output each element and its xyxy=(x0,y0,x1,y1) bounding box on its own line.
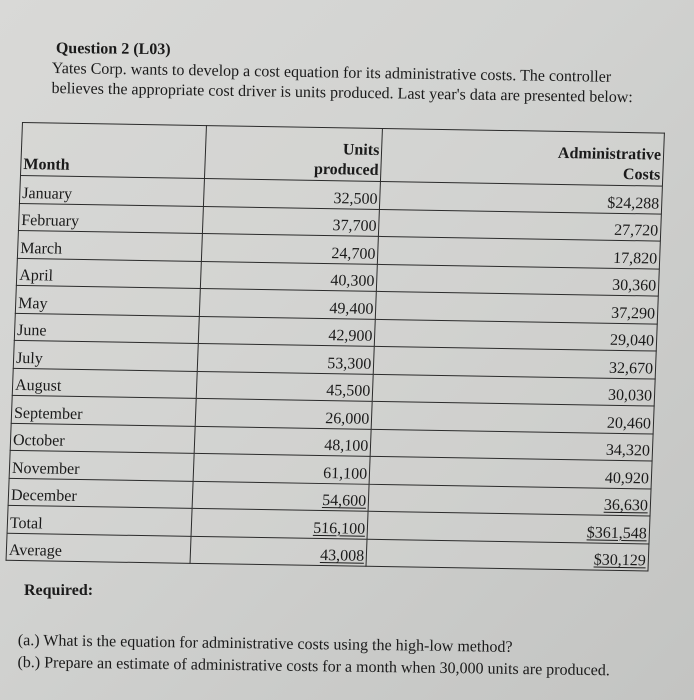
cell-units: 24,700 xyxy=(202,234,379,264)
cell-total-label: Total xyxy=(7,505,192,536)
question-body-line-2: believes the appropriate cost driver is units produced. Last year's data are presented below: xyxy=(51,79,633,107)
cell-units: 48,100 xyxy=(194,426,371,456)
cell-cost: 34,320 xyxy=(370,429,653,461)
cell-month: April xyxy=(16,258,201,289)
cell-month: January xyxy=(19,175,204,206)
cost-data-table-wrapper xyxy=(6,122,667,571)
cell-cost: $24,288 xyxy=(380,181,663,213)
cell-month: October xyxy=(10,423,195,454)
units-underlined: 54,600 xyxy=(321,492,367,510)
cell-month: September xyxy=(11,395,196,426)
cell-units: 61,100 xyxy=(193,453,370,483)
cell-units: 26,000 xyxy=(195,398,372,428)
cell-units: 32,500 xyxy=(204,179,381,209)
cell-month: February xyxy=(18,203,203,234)
header-administrative-costs xyxy=(381,128,665,186)
required-list xyxy=(17,630,610,682)
cell-cost: 20,460 xyxy=(371,401,654,433)
header-units-line-1: Units xyxy=(342,141,380,159)
cell-month: December xyxy=(8,478,193,509)
cell-cost: 40,920 xyxy=(369,456,652,488)
required-heading: Required: xyxy=(24,582,94,599)
cost-underlined: 36,630 xyxy=(603,496,649,515)
cell-month: March xyxy=(17,230,202,261)
header-cost-line-2: Costs xyxy=(622,165,661,184)
cell-cost: 37,290 xyxy=(376,291,659,323)
cell-cost: 27,720 xyxy=(379,209,662,241)
question-title: Question 2 (L03) xyxy=(55,40,171,59)
cell-cost: 30,360 xyxy=(377,264,660,296)
cell-month: June xyxy=(14,313,199,344)
cell-average-cost xyxy=(366,539,649,571)
cell-units: 45,500 xyxy=(196,371,373,401)
question-body xyxy=(51,59,652,108)
cell-cost: 32,670 xyxy=(373,346,656,378)
cell-cost: 29,040 xyxy=(374,319,657,351)
header-units-produced xyxy=(205,126,383,182)
cell-units: 42,900 xyxy=(198,316,375,346)
question-body-line-1: Yates Corp. wants to develop a cost equation for its administrative costs. The controller xyxy=(51,59,612,86)
cell-month: May xyxy=(15,285,200,316)
cell-average-units xyxy=(190,536,367,566)
header-units-line-2: produced xyxy=(313,160,379,179)
total-units-value: 516,100 xyxy=(312,519,366,538)
cell-units: 53,300 xyxy=(197,343,374,373)
average-cost-value: $30,129 xyxy=(593,551,647,570)
cell-units xyxy=(192,481,369,511)
cell-cost: 17,820 xyxy=(378,236,661,268)
cost-data-table xyxy=(6,122,665,571)
required-item-b: (b.) Prepare an estimate of administrative costs for a month when 30,000 units are produced. xyxy=(17,653,610,680)
total-cost-value: $361,548 xyxy=(586,523,648,542)
cell-units: 49,400 xyxy=(199,288,376,318)
required-item-a: (a.) What is the equation for administrative costs using the high-low method? xyxy=(17,631,513,656)
cell-month: November xyxy=(9,450,194,481)
cell-units: 37,700 xyxy=(203,206,380,236)
cell-month: July xyxy=(13,340,198,371)
header-cost-line-1: Administrative xyxy=(557,144,662,164)
average-units-value: 43,008 xyxy=(319,547,365,565)
cell-average-label: Average xyxy=(6,533,191,564)
cell-cost: 30,030 xyxy=(372,374,655,406)
cell-units: 40,300 xyxy=(200,261,377,291)
header-month: Month xyxy=(20,123,206,179)
cell-month: August xyxy=(12,368,197,399)
cell-total-units xyxy=(191,508,368,538)
